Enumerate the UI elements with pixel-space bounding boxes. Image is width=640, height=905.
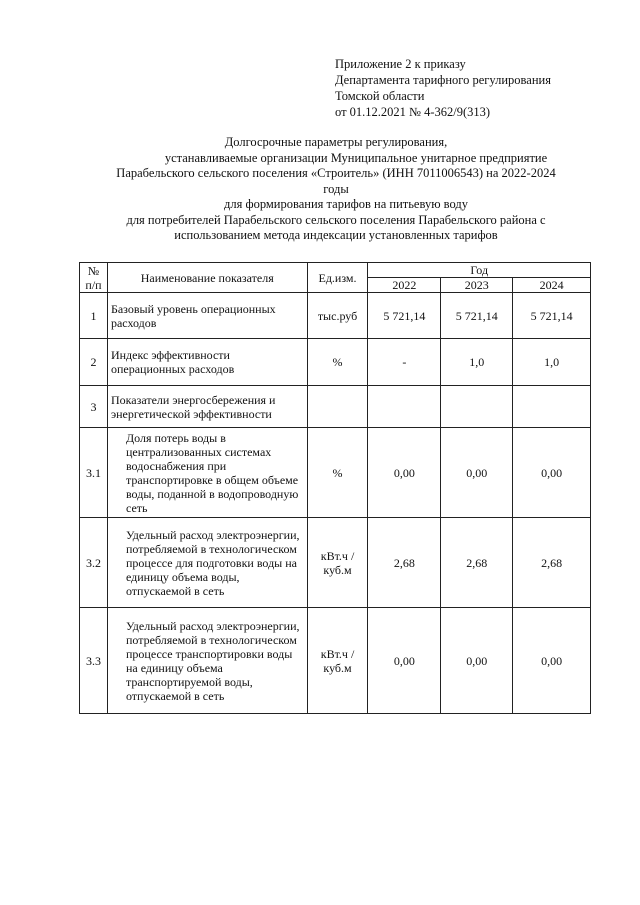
row-name: Удельный расход электроэнергии, потребляемой в технологическом процессе для подготовки воды на единицу объема воды, отпускаемой в сеть bbox=[107, 518, 307, 608]
row-value-2023: 0,00 bbox=[441, 608, 513, 714]
table-row bbox=[80, 518, 591, 608]
row-value-2022: 0,00 bbox=[368, 608, 441, 714]
table-row bbox=[80, 339, 591, 386]
appendix-line-3: Томской области bbox=[335, 89, 425, 103]
row-value-2022: - bbox=[368, 339, 441, 386]
row-value-2023: 5 721,14 bbox=[441, 293, 513, 339]
table-row bbox=[80, 293, 591, 339]
row-value-2024: 1,0 bbox=[513, 339, 591, 386]
row-value-2023: 1,0 bbox=[441, 339, 513, 386]
table-row bbox=[80, 428, 591, 518]
row-value-2023 bbox=[441, 386, 513, 428]
row-name: Базовый уровень операционных расходов bbox=[107, 293, 307, 339]
row-value-2024: 5 721,14 bbox=[513, 293, 591, 339]
title-line-6: для потребителей Парабельского сельского поселения Парабельского района с bbox=[126, 212, 546, 227]
row-name: Доля потерь воды в централизованных системах водоснабжения при транспортировке в общем объеме воды, поданной в водопроводную сеть bbox=[107, 428, 307, 518]
row-value-2023: 0,00 bbox=[441, 428, 513, 518]
parameters-table bbox=[79, 262, 591, 714]
title-line-4: годы bbox=[323, 181, 349, 196]
row-value-2022 bbox=[368, 386, 441, 428]
row-value-2022: 2,68 bbox=[368, 518, 441, 608]
row-unit bbox=[307, 386, 368, 428]
title-line-5: для формирования тарифов на питьевую воду bbox=[224, 197, 468, 211]
row-name: Удельный расход электроэнергии, потребляемой в технологическом процессе транспортировки воды на единицу объема транспортируемой воды, отпускаемой в сеть bbox=[107, 608, 307, 714]
row-unit: кВт.ч / куб.м bbox=[307, 518, 368, 608]
row-value-2024: 0,00 bbox=[513, 608, 591, 714]
document-title bbox=[80, 135, 592, 244]
row-name: Показатели энергосбережения и энергетической эффективности bbox=[107, 386, 307, 428]
header-year-2022: 2022 bbox=[368, 278, 441, 293]
header-year-2024: 2024 bbox=[513, 278, 591, 293]
row-num: 3.1 bbox=[80, 428, 108, 518]
row-unit: % bbox=[307, 428, 368, 518]
title-line-2: устанавливаемые организации Муниципальное унитарное предприятие bbox=[164, 150, 548, 165]
row-num: 3.2 bbox=[80, 518, 108, 608]
row-value-2024: 2,68 bbox=[513, 518, 591, 608]
appendix-line-1: Приложение 2 к приказу bbox=[335, 57, 466, 71]
header-num: № п/п bbox=[80, 263, 108, 293]
row-value-2023: 2,68 bbox=[441, 518, 513, 608]
row-value-2022: 0,00 bbox=[368, 428, 441, 518]
row-num: 3 bbox=[80, 386, 108, 428]
row-value-2022: 5 721,14 bbox=[368, 293, 441, 339]
row-name: Индекс эффективности операционных расходов bbox=[107, 339, 307, 386]
header-year-2023: 2023 bbox=[441, 278, 513, 293]
row-value-2024: 0,00 bbox=[513, 428, 591, 518]
appendix-line-2: Департамента тарифного регулирования bbox=[335, 73, 551, 87]
header-unit: Ед.изм. bbox=[307, 263, 368, 293]
row-num: 2 bbox=[80, 339, 108, 386]
row-unit: кВт.ч / куб.м bbox=[307, 608, 368, 714]
title-line-7: использованием метода индексации установленных тарифов bbox=[174, 228, 498, 242]
header-year-group: Год bbox=[368, 263, 591, 278]
title-line-3: Парабельского сельского поселения «Строитель» (ИНН 7011006543) на 2022-2024 bbox=[116, 166, 556, 180]
row-num: 1 bbox=[80, 293, 108, 339]
row-value-2024 bbox=[513, 386, 591, 428]
table-row bbox=[80, 386, 591, 428]
title-line-1: Долгосрочные параметры регулирования, bbox=[224, 135, 448, 149]
table-row bbox=[80, 608, 591, 714]
row-unit: % bbox=[307, 339, 368, 386]
row-unit: тыс.руб bbox=[307, 293, 368, 339]
row-num: 3.3 bbox=[80, 608, 108, 714]
header-name: Наименование показателя bbox=[107, 263, 307, 293]
appendix-line-4: от 01.12.2021 № 4-362/9(313) bbox=[335, 105, 491, 119]
appendix-header bbox=[335, 56, 551, 120]
